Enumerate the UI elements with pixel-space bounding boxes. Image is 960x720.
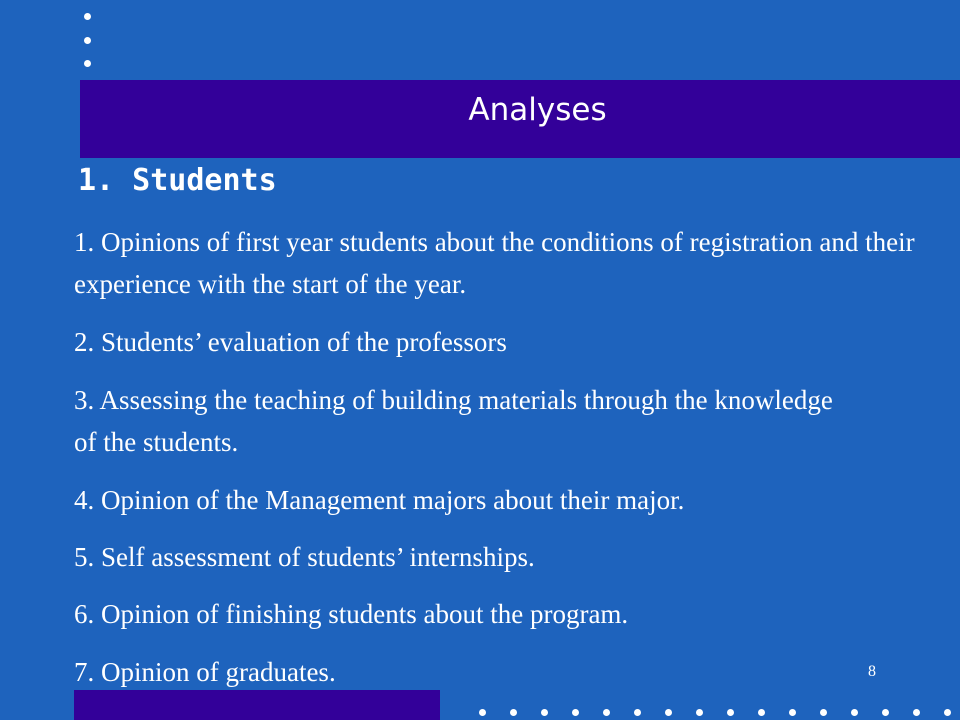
decorative-dot — [882, 709, 889, 716]
decorative-dot — [696, 709, 703, 716]
list-item: 1. Opinions of first year students about the conditions of registration and their experience with the start of the year. — [74, 227, 915, 299]
list-item: 6. Opinion of finishing students about the program. — [74, 599, 629, 629]
list-item: 5. Self assessment of students’ internships. — [74, 542, 535, 572]
list-item: 4. Opinion of the Management majors about their major. — [74, 485, 685, 515]
decorative-dot — [789, 709, 796, 716]
decorative-dot — [665, 709, 672, 716]
decorative-dot — [541, 709, 548, 716]
decorative-dot — [820, 709, 827, 716]
decorative-dot — [479, 709, 486, 716]
page-number: 8 — [868, 663, 876, 680]
decorative-dot — [913, 709, 920, 716]
decorative-dot — [851, 709, 858, 716]
decorative-dot — [944, 709, 951, 716]
decorative-dot — [84, 13, 91, 20]
decorative-dot — [572, 709, 579, 716]
bottom-bar — [74, 690, 440, 720]
list-item: 2. Students’ evaluation of the professors — [74, 327, 507, 357]
list-item: 3. Assessing the teaching of building materials through the knowledge of the students. — [74, 385, 833, 457]
decorative-dot — [84, 37, 91, 44]
decorative-dot — [758, 709, 765, 716]
slide-title: Analyses — [468, 92, 607, 128]
decorative-dot — [603, 709, 610, 716]
decorative-dot — [84, 60, 91, 67]
decorative-dot — [634, 709, 641, 716]
decorative-dot — [727, 709, 734, 716]
decorative-dot — [510, 709, 517, 716]
section-heading: 1. Students — [78, 163, 277, 198]
list-item: 7. Opinion of graduates. — [74, 657, 336, 687]
